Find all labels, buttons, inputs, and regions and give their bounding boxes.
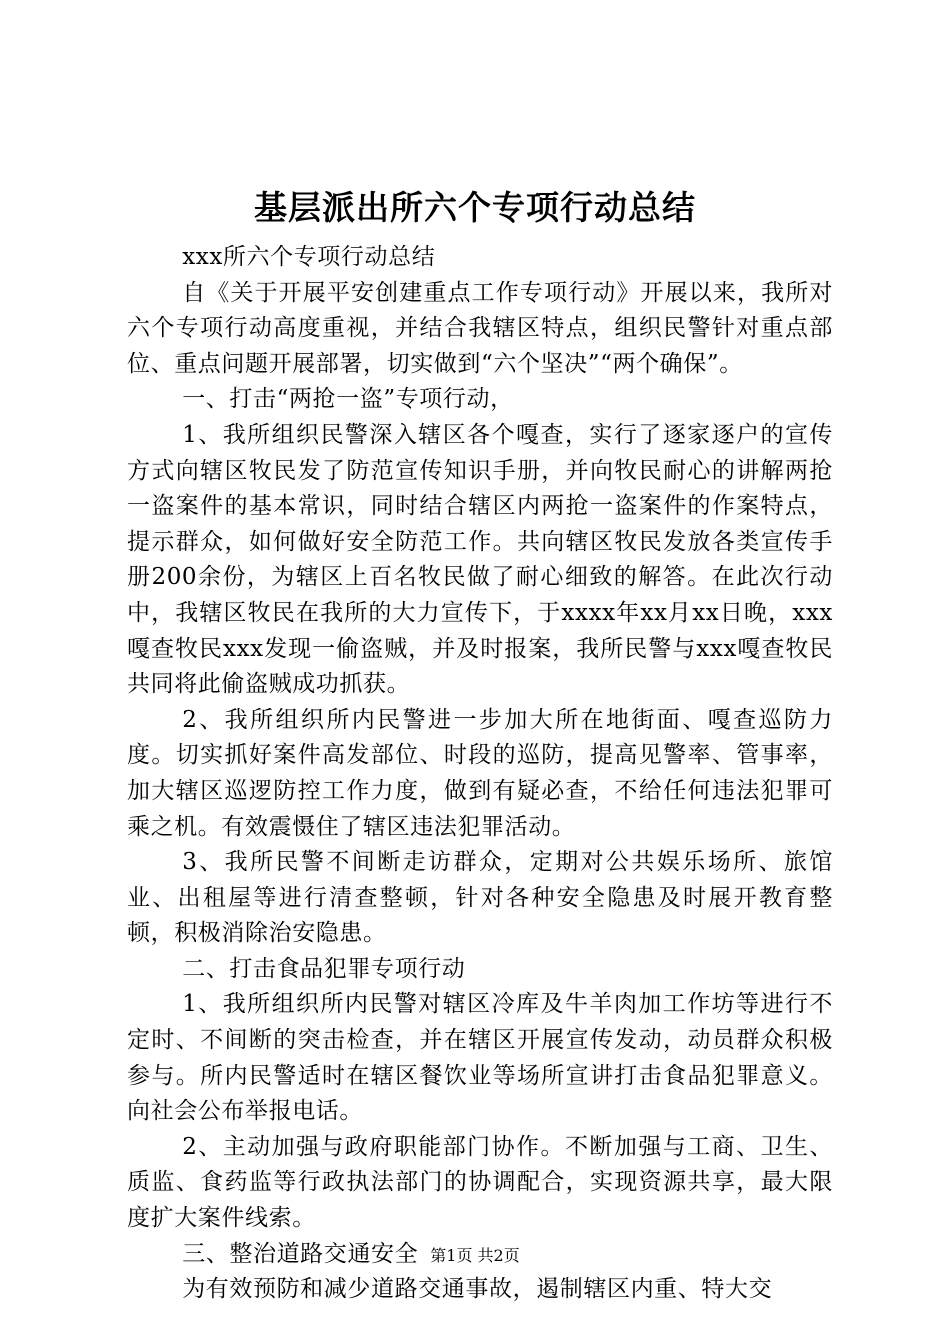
paragraph-1-2: 2、我所组织所内民警进一步加大所在地街面、嘎查巡防力度。切实抓好案件高发部位、时段的巡防，提高见警率、管事率，加大辖区巡逻防控工作力度，做到有疑必查，不给任何违法犯罪可乘之机。有效震慑住了辖区违法犯罪活动。 (127, 706, 833, 840)
document-body (127, 240, 833, 1308)
section-heading-3: 三、整治道路交通安全 (182, 1240, 419, 1267)
paragraph-2-1: 1、我所组织所内民警对辖区冷库及牛羊肉加工作坊等进行不定时、不间断的突击检查，并在辖区开展宣传发动，动员群众积极参与。所内民警适时在辖区餐饮业等场所宣讲打击食品犯罪意义。向社会公布举报电话。 (127, 991, 833, 1125)
paragraph-intro: 自《关于开展平安创建重点工作专项行动》开展以来，我所对六个专项行动高度重视，并结合我辖区特点，组织民警针对重点部位、重点问题开展部署，切实做到“六个坚决”“两个确保”。 (127, 279, 833, 377)
section-heading-2: 二、打击食品犯罪专项行动 (182, 955, 466, 982)
page-footer: 第1页 共2页 (430, 1246, 520, 1265)
document-title: 基层派出所六个专项行动总结 (254, 188, 696, 227)
paragraph-2-2: 2、主动加强与政府职能部门协作。不断加强与工商、卫生、质监、食药监等行政执法部门的协调配合，实现资源共享，最大限度扩大案件线索。 (127, 1133, 833, 1232)
section-heading-1: 一、打击“两抢一盗”专项行动， (182, 386, 514, 413)
paragraph-1-3: 3、我所民警不间断走访群众，定期对公共娱乐场所、旅馆业、出租屋等进行清查整顿，针对各种安全隐患及时展开教育整顿，积极消除治安隐患。 (127, 849, 833, 947)
paragraph-subtitle: xxx所六个专项行动总结 (182, 244, 436, 270)
paragraph-1-1: 1、我所组织民警深入辖区各个嘎查，实行了逐家逐户的宣传方式向辖区牧民发了防范宣传知识手册，并向牧民耐心的讲解两抢一盗案件的基本常识，同时结合辖区内两抢一盗案件的作案特点，提示群众，如何做好安全防范工作。共向辖区牧民发放各类宣传手册200余份，为辖区上百名牧民做了耐心细致的解答。在此次行动中，我辖区牧民在我所的大力宣传下，于xxxx年xx月xx日晚，xxx嘎查牧民xxx发现一偷盗贼，并及时报案，我所民警与xxx嘎查牧民共同将此偷盗贼成功抓获。 (127, 421, 833, 698)
paragraph-3-1: 为有效预防和减少道路交通事故，遏制辖区内重、特大交 (182, 1276, 773, 1303)
